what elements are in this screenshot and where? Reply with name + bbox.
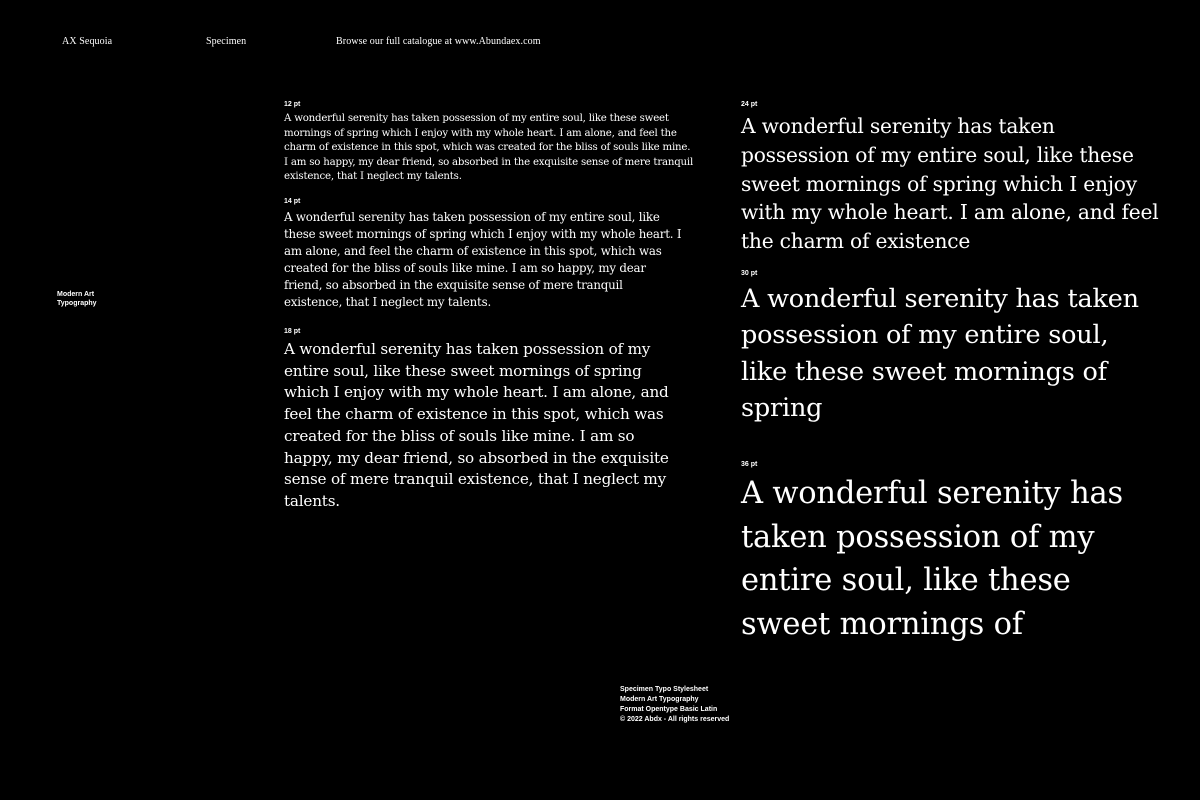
size-label: 12 pt bbox=[284, 101, 301, 108]
sidebar-label bbox=[57, 290, 97, 308]
specimen-block-12pt bbox=[284, 101, 694, 185]
size-label: 36 pt bbox=[741, 461, 758, 468]
colophon-line: Format Opentype Basic Latin bbox=[620, 706, 718, 713]
sample-text: A wonderful serenity has taken possession of my entire soul, like these sweet mornings of spring which I enjoy with my whole heart. I am alone, and feel the charm of existence in this spot, which was created for the bliss of souls like mine. I am so happy, my dear friend, so absorbed in the exquisite sense of mere tranquil existence, that I neglect my talents. bbox=[284, 113, 694, 182]
specimen-block-36pt bbox=[741, 461, 1161, 647]
brand-name: AX Sequoia bbox=[62, 36, 113, 47]
catalogue-link[interactable]: Browse our full catalogue at www.Abundaex.com bbox=[336, 36, 541, 47]
colophon bbox=[620, 685, 729, 725]
copyright-line: © 2022 Abdx - All rights reserved bbox=[620, 716, 730, 723]
size-label: 18 pt bbox=[284, 328, 301, 335]
size-label: 24 pt bbox=[741, 101, 758, 108]
specimen-block-24pt bbox=[741, 101, 1161, 256]
sample-text: A wonderful serenity has taken possession of my entire soul, like these sweet mornings of spring which I enjoy with my whole heart. I am alone, and feel the charm of existence in this spot, which was created for the bliss of souls like mine. I am so happy, my dear friend, so absorbed in the exquisite sense of mere tranquil existence, that I neglect my talents. bbox=[284, 210, 682, 309]
sample-text: A wonderful serenity has taken possession of my entire soul, like these sweet mornings of spring bbox=[741, 284, 1139, 423]
nav-specimen-link[interactable]: Specimen bbox=[206, 36, 247, 47]
size-label: 14 pt bbox=[284, 198, 301, 205]
size-label: 30 pt bbox=[741, 270, 758, 277]
colophon-line: Modern Art Typography bbox=[620, 696, 699, 703]
sidebar-label-line: Typography bbox=[57, 300, 97, 307]
sample-text: A wonderful serenity has taken possession of my entire soul, like these sweet mornings of spring which I enjoy with my whole heart. I am alone, and feel the charm of existence in this spot, which was created for the bliss of souls like mine. I am so happy, my dear friend, so absorbed in the exquisite sense of mere tranquil existence, that I neglect my talents. bbox=[284, 340, 669, 510]
colophon-line: Specimen Typo Stylesheet bbox=[620, 686, 709, 693]
sidebar-label-line: Modern Art bbox=[57, 291, 95, 298]
sample-text: A wonderful serenity has taken possession of my entire soul, like these sweet mornings of spring which I enjoy with my whole heart. I am alone, and feel the charm of existence bbox=[741, 114, 1159, 254]
specimen-block-18pt bbox=[284, 328, 684, 513]
sample-text: A wonderful serenity has taken possession of my entire soul, like these sweet mornings of bbox=[741, 476, 1123, 643]
specimen-block-14pt bbox=[284, 198, 684, 311]
specimen-block-30pt bbox=[741, 270, 1161, 426]
